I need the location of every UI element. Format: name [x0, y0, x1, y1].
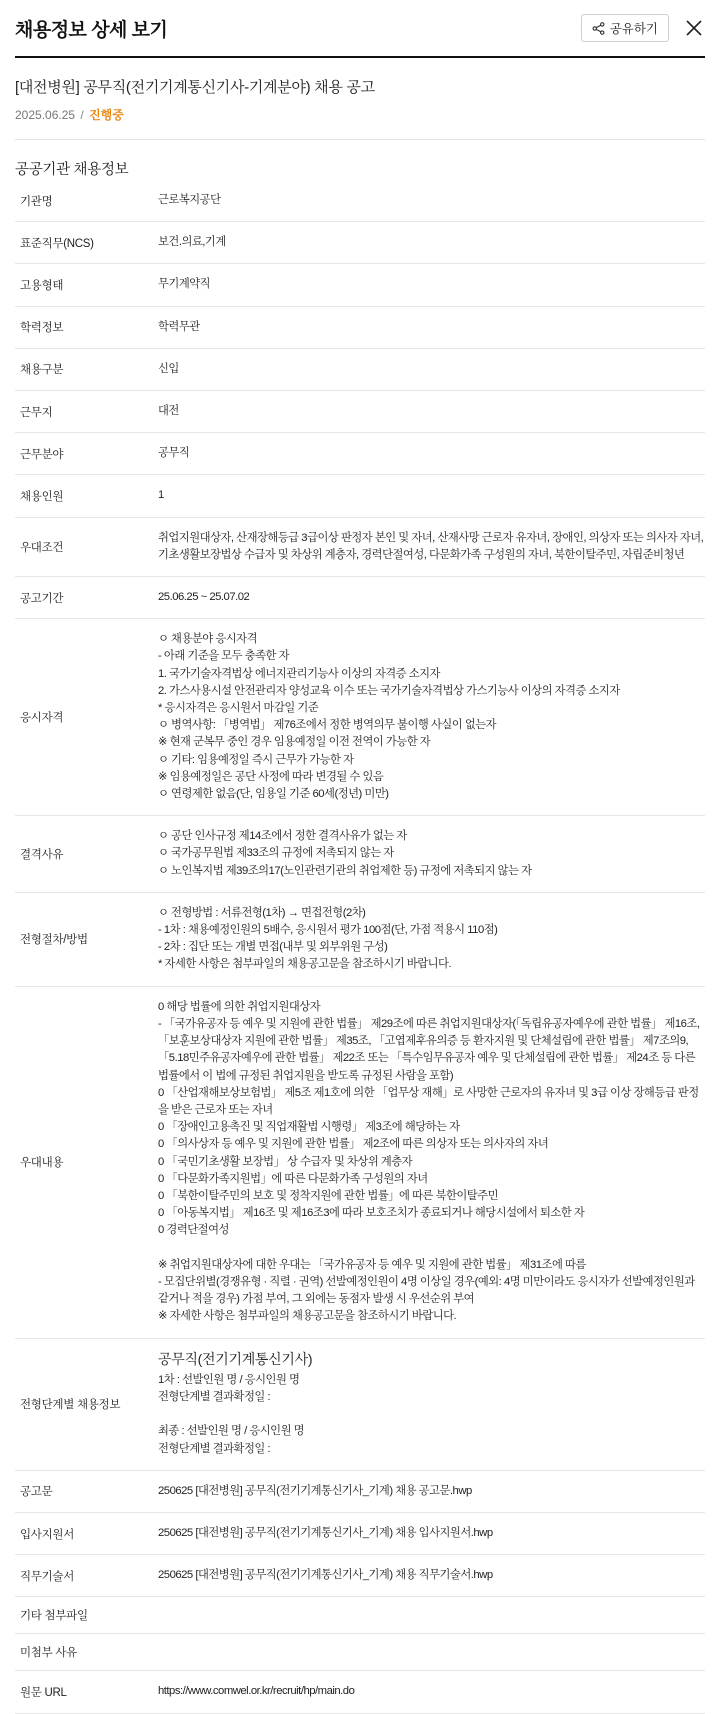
benefits-line: 0 「산업재해보상보험법」 제5조 제1호에 의한 「업무상 재해」로 사망한 근로자의 유자녀 및 3급 이상 장해등급 판정을 받은 근로자 또는 자녀	[158, 1086, 699, 1116]
qualification-line: 1. 국가기술자격법상 에너지관리기능사 이상의 자격증 소지자	[158, 667, 440, 680]
benefits-line: 0 해당 법률에 의한 취업지원대상자	[158, 1000, 321, 1013]
application-file-link[interactable]: 250625 [대전병원] 공무직(전기기계통신기사_기계) 채용 입사지원서.hwp	[158, 1526, 493, 1539]
row-label-benefits: 우대내용	[20, 1157, 64, 1170]
table-row	[15, 1634, 705, 1671]
row-label-headcount: 채용인원	[20, 491, 64, 504]
share-button-label: 공유하기	[609, 22, 658, 36]
post-meta	[15, 106, 705, 123]
page-header	[15, 0, 705, 58]
benefits-line: 0 「북한이탈주민의 보호 및 정착지원에 관한 법률」에 따른 북한이탈주민	[158, 1189, 499, 1202]
share-icon	[592, 22, 605, 35]
benefits-line: - 모집단위별(경쟁유형 · 직렬 · 권역) 선발예정인원이 4명 이상일 경우(예외: 4명 미만이라도 응시자가 선발예정인원과 같거나 적을 경우) 가점 부여, 그 외에는 동점자 발생 시 우선순위 부여	[158, 1275, 695, 1306]
table-row	[15, 180, 705, 222]
row-label-source-url: 원문 URL	[20, 1686, 67, 1699]
row-value-preference	[158, 517, 705, 576]
benefits-line: 0 「다문화가족지원법」에 따른 다문화가족 구성원의 자녀	[158, 1172, 428, 1185]
disqualification-line: ㅇ 노인복지법 제39조의17(노인관련기관의 취업제한 등) 규정에 저촉되지 않는 자	[158, 864, 532, 877]
close-icon	[685, 19, 703, 37]
row-label-employment: 고용형태	[20, 280, 64, 292]
row-value-application-file	[158, 1512, 705, 1554]
table-row	[15, 475, 705, 517]
spacer	[158, 1406, 705, 1423]
table-row	[15, 1338, 705, 1470]
recruit-info-table	[15, 180, 705, 1714]
row-label-notice-file: 공고문	[20, 1486, 53, 1499]
benefits-line: 0 「국민기초생활 보장법」 상 수급자 및 차상위 계층자	[158, 1155, 413, 1168]
table-row	[15, 986, 705, 1338]
job-description-file-link[interactable]: 250625 [대전병원] 공무직(전기기계통신기사_기계) 채용 직무기술서.hwp	[158, 1569, 493, 1582]
table-row	[15, 222, 705, 264]
qualification-line: ※ 임용예정일은 공단 사정에 따라 변경될 수 있음	[158, 770, 384, 783]
procedure-line: - 1차 : 채용예정인원의 5배수, 응시원서 평가 100점(단, 가점 적용시 110점)	[158, 924, 498, 937]
status-badge: 진행중	[89, 108, 124, 122]
meta-separator: /	[80, 108, 84, 122]
row-label-job-file: 직무기술서	[20, 1570, 75, 1583]
row-label-preference: 우대조건	[20, 541, 64, 554]
table-row	[15, 892, 705, 986]
row-label-field: 근무분야	[20, 448, 64, 461]
qualification-line: ㅇ 연령제한 없음(단, 임용일 기준 60세(정년) 미만)	[158, 788, 389, 801]
row-value-education: 학력무관	[158, 320, 200, 333]
qualification-line: ㅇ 채용분야 응시자격	[158, 633, 257, 646]
qualification-line: ㅇ 기타: 임용예정일 즉시 근무가 가능한 자	[158, 753, 354, 766]
table-row	[15, 816, 705, 893]
spacer	[158, 1240, 705, 1257]
row-value-org: 근로복지공단	[158, 194, 221, 206]
row-value-ncs: 보건.의료,기계	[158, 236, 226, 249]
table-row	[15, 348, 705, 390]
row-label-procedure: 전형절차/방법	[20, 934, 88, 947]
benefits-line: 0 「아동복지법」 제16조 및 제16조3에 따라 보호조치가 종료되거나 해당시설에서 퇴소한 자	[158, 1207, 585, 1220]
qualification-line: 2. 가스사용시설 안전관리자 양성교육 이수 또는 국가기술자격법상 가스기능사 이상의 자격증 소지자	[158, 684, 620, 697]
benefits-line: ※ 자세한 사항은 첨부파일의 채용공고문을 참조하시기 바랍니다.	[158, 1310, 457, 1323]
page-title: 채용정보 상세 보기	[15, 19, 168, 41]
stage-final: 최종 : 선발인원 명 / 응시인원 명	[158, 1425, 305, 1438]
table-row	[15, 1555, 705, 1597]
table-row	[15, 1671, 705, 1713]
row-value-qualification	[158, 619, 705, 816]
table-row	[15, 517, 705, 576]
table-row	[15, 1597, 705, 1634]
table-row	[15, 1470, 705, 1512]
row-value-location: 대전	[158, 405, 179, 418]
table-row	[15, 306, 705, 348]
post-heading	[15, 58, 705, 140]
row-value-stages	[158, 1338, 705, 1470]
procedure-line: ㅇ 전형방법 : 서류전형(1차) → 면접전형(2차)	[158, 906, 366, 919]
post-title: [대전병원] 공무직(전기기계통신기사-기계분야) 채용 공고	[15, 79, 375, 96]
row-value-notice-file	[158, 1470, 705, 1512]
share-button[interactable]	[581, 14, 669, 42]
preference-line: 취업지원대상자, 산재장해등급 3급이상 판정자 본인 및 자녀, 산재사망 근로자 유자녀, 장애인, 의상자 또는 의사자 자녀,	[158, 531, 704, 544]
section-title: 공공기관 채용정보	[15, 162, 129, 178]
row-label-ncs: 표준직무(NCS)	[20, 237, 94, 250]
disqualification-line: ㅇ 국가공무원법 제33조의 규정에 저촉되지 않는 자	[158, 847, 394, 860]
stage-final-date: 전형단계별 결과확정일 :	[158, 1442, 271, 1455]
row-label-disqualification: 결격사유	[20, 849, 64, 862]
row-label-period: 공고기간	[20, 592, 64, 605]
benefits-line: 0 「의사상자 등 예우 및 지원에 관한 법률」 제2조에 따른 의상자 또는 의사자의 자녀	[158, 1138, 549, 1151]
table-row	[15, 1512, 705, 1554]
row-label-missing-reason: 미첨부 사유	[20, 1647, 77, 1660]
procedure-line: * 자세한 사항은 첨부파일의 채용공고문을 참조하시기 바랍니다.	[158, 958, 452, 971]
notice-file-link[interactable]: 250625 [대전병원] 공무직(전기기계통신기사_기계) 채용 공고문.hwp	[158, 1484, 472, 1497]
table-row	[15, 577, 705, 619]
row-label-category: 채용구분	[20, 364, 64, 377]
benefits-line: 0 경력단절여성	[158, 1224, 229, 1237]
row-value-employment: 무기계약직	[158, 278, 211, 291]
row-label-stages: 전형단계별 채용정보	[20, 1399, 121, 1412]
qualification-line: ㅇ 병역사항: 「병역법」 제76조에서 정한 병역의무 불이행 사실이 없는자	[158, 719, 497, 732]
procedure-line: - 2차 : 집단 또는 개별 면접(내부 및 외부위원 구성)	[158, 941, 388, 954]
stage-first: 1차 : 선발인원 명 / 응시인원 명	[158, 1373, 300, 1386]
row-label-qualification: 응시자격	[20, 712, 64, 725]
row-value-other-files	[158, 1597, 705, 1634]
disqualification-line: ㅇ 공단 인사규정 제14조에서 정한 결격사유가 없는 자	[158, 830, 407, 843]
row-value-period: 25.06.25 ~ 25.07.02	[158, 591, 250, 604]
row-value-headcount: 1	[158, 489, 164, 502]
row-value-category: 신입	[158, 362, 179, 375]
source-url-link[interactable]: https://www.comwel.or.kr/recruit/hp/main.do	[158, 1685, 355, 1698]
table-row	[15, 433, 705, 475]
preference-line: 기초생활보장법상 수급자 및 차상위 계층자, 경력단절여성, 다문화가족 구성원의 자녀, 북한이탈주민, 자립준비청년	[158, 548, 685, 561]
row-value-procedure	[158, 892, 705, 986]
row-label-org: 기관명	[20, 195, 53, 208]
benefits-line: ※ 취업지원대상자에 대한 우대는 「국가유공자 등 예우 및 지원에 관한 법률」 제31조에 따름	[158, 1258, 586, 1271]
row-value-job-file	[158, 1555, 705, 1597]
row-label-application-file: 입사지원서	[20, 1528, 75, 1541]
stage-first-date: 전형단계별 결과확정일 :	[158, 1390, 271, 1403]
close-button[interactable]	[683, 17, 705, 39]
benefits-line: 0 「장애인고용촉진 및 직업재활법 시행령」 제3조에 해당하는 자	[158, 1121, 460, 1134]
table-row	[15, 264, 705, 306]
header-actions	[581, 14, 705, 42]
row-value-field: 공무직	[158, 447, 190, 460]
row-value-benefits	[158, 986, 705, 1338]
row-label-other-files: 기타 첨부파일	[20, 1610, 88, 1623]
table-row	[15, 619, 705, 816]
benefits-line: - 「국가유공자 등 예우 및 지원에 관한 법률」 제29조에 따른 취업지원대상자(「독립유공자예우에 관한 법률」 제16조, 「보훈보상대상자 지원에 관한 법률」 제35조, 「고엽제후유의증 등 환자지원 및 단체설립에 관한 법률」 제7조의9, 「5.18민주유공자예우에 관한 법률」 제22조 또는 「특수임무유공자 예우 및 단체설립에 관한 법률」 제24조 등 다른 법률에서 이 법에 규정된 취업지원을 받도록 규정된 사람을 포함)	[158, 1017, 700, 1082]
qualification-line: * 응시자격은 응시원서 마감일 기준	[158, 702, 319, 715]
qualification-line: - 아래 기준을 모두 충족한 자	[158, 650, 289, 663]
row-label-education: 학력정보	[20, 322, 64, 335]
post-date: 2025.06.25	[15, 108, 76, 122]
row-value-source-url	[158, 1671, 705, 1713]
qualification-line: ※ 현재 군복무 중인 경우 임용예정일 이전 전역이 가능한 자	[158, 736, 431, 749]
row-label-location: 근무지	[20, 406, 53, 419]
row-value-missing-reason	[158, 1634, 705, 1671]
stage-position: 공무직(전기기계통신기사)	[158, 1350, 313, 1367]
table-row	[15, 391, 705, 433]
row-value-disqualification	[158, 816, 705, 893]
